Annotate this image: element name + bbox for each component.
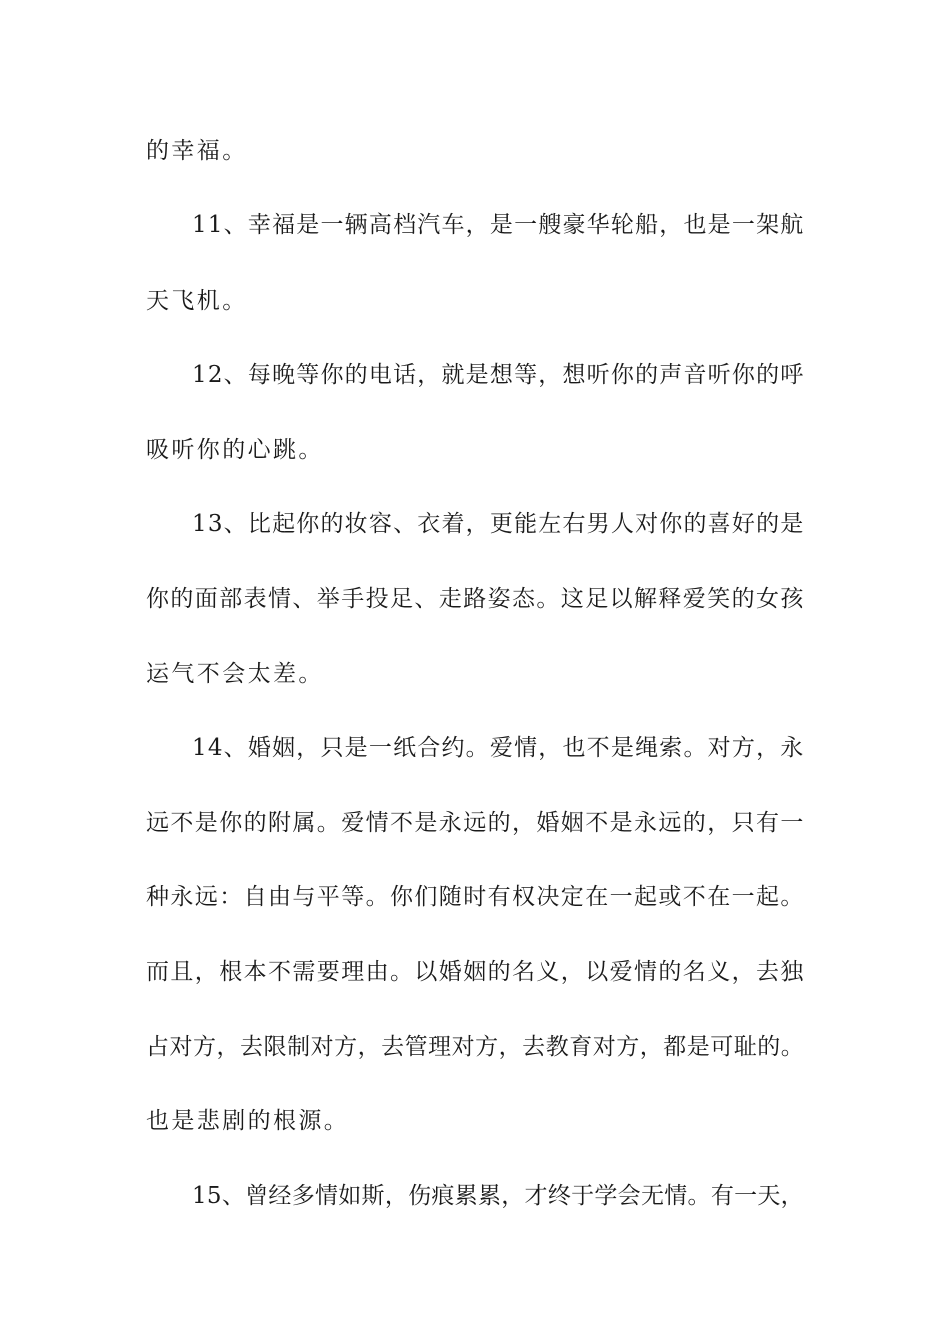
text-line: 而且，根本不需要理由。以婚姻的名义，以爱情的名义，去独 bbox=[146, 959, 805, 985]
text-line: 也是悲剧的根源。 bbox=[146, 1108, 350, 1134]
text-line: 15、曾经多情如斯，伤痕累累，才终于学会无情。有一天， bbox=[192, 1183, 804, 1209]
text-line: 远不是你的附属。爱情不是永远的，婚姻不是永远的，只有一 bbox=[146, 810, 805, 836]
text-line: 种永远：自由与平等。你们随时有权决定在一起或不在一起。 bbox=[146, 884, 805, 910]
text-line: 14、婚姻，只是一纸合约。爱情，也不是绳索。对方，永 bbox=[192, 735, 805, 761]
text-line: 12、每晚等你的电话，就是想等，想听你的声音听你的呼 bbox=[192, 362, 805, 388]
text-line: 13、比起你的妆容、衣着，更能左右男人对你的喜好的是 bbox=[192, 511, 805, 537]
text-line: 占对方，去限制对方，去管理对方，去教育对方，都是可耻的。 bbox=[146, 1034, 805, 1060]
text-line: 吸听你的心跳。 bbox=[146, 437, 324, 463]
text-line: 的幸福。 bbox=[146, 138, 248, 164]
text-line: 运气不会太差。 bbox=[146, 661, 324, 687]
text-line: 你的面部表情、举手投足、走路姿态。这足以解释爱笑的女孩 bbox=[146, 586, 805, 612]
text-line: 11、幸福是一辆高档汽车，是一艘豪华轮船，也是一架航 bbox=[192, 212, 805, 238]
text-line: 天飞机。 bbox=[146, 288, 248, 314]
